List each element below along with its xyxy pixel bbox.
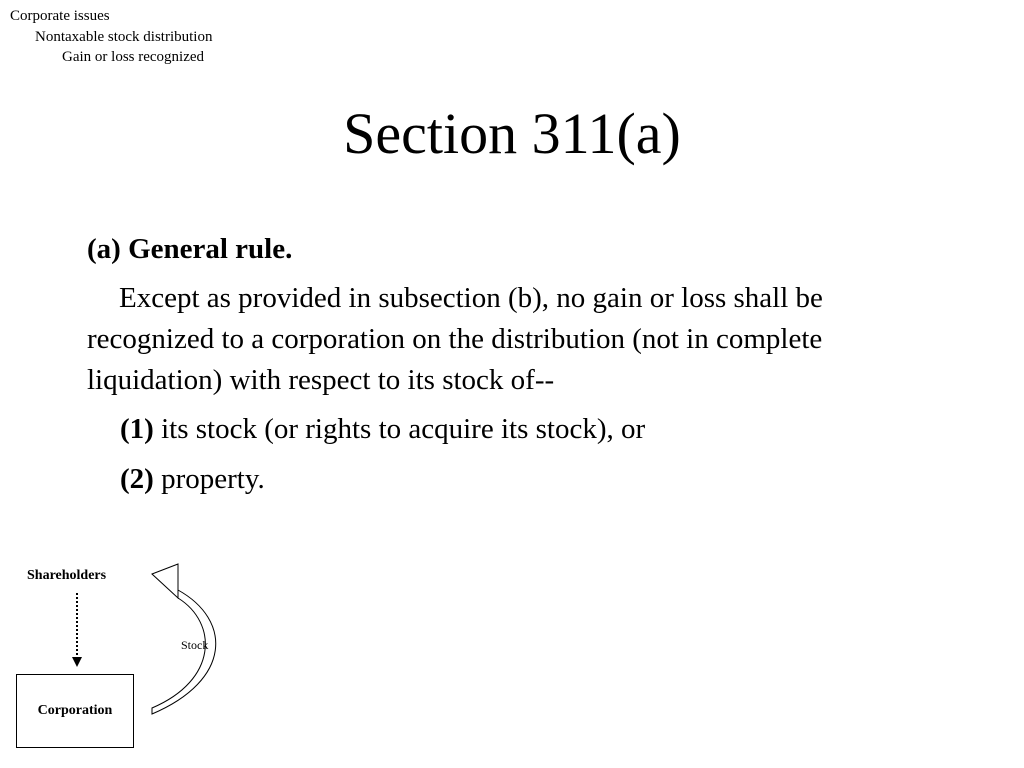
shareholders-label: Shareholders bbox=[27, 568, 107, 583]
rule-heading: (a) General rule. bbox=[87, 233, 293, 265]
curved-arrow-head bbox=[152, 564, 178, 598]
dotted-arrow-head bbox=[72, 657, 82, 667]
breadcrumb-level-1: Corporate issues bbox=[10, 8, 110, 24]
breadcrumb-level-3: Gain or loss recognized bbox=[62, 49, 205, 65]
breadcrumb-level-2: Nontaxable stock distribution bbox=[35, 29, 213, 45]
rule-paragraph bbox=[87, 278, 937, 401]
rule-item-1 bbox=[120, 409, 645, 450]
rule-item-2-number: (2) bbox=[120, 463, 154, 495]
rule-item-1-number: (1) bbox=[120, 413, 154, 445]
corporation-box bbox=[16, 674, 134, 748]
rule-item-2 bbox=[120, 459, 265, 500]
curved-arrow-body bbox=[152, 590, 216, 714]
rule-item-1-text: its stock (or rights to acquire its stock), or bbox=[161, 413, 646, 445]
rule-item-2-text: property. bbox=[161, 463, 265, 495]
corporation-label: Corporation bbox=[37, 703, 113, 718]
rule-paragraph-text: Except as provided in subsection (b), no gain or loss shall be recognized to a corporation on the distribution (not in complete liquidation) with respect to its stock of-- bbox=[87, 282, 823, 396]
stock-arrow-label: Stock bbox=[181, 638, 209, 652]
slide-title: Section 311(a) bbox=[343, 101, 681, 166]
distribution-diagram bbox=[0, 550, 260, 760]
